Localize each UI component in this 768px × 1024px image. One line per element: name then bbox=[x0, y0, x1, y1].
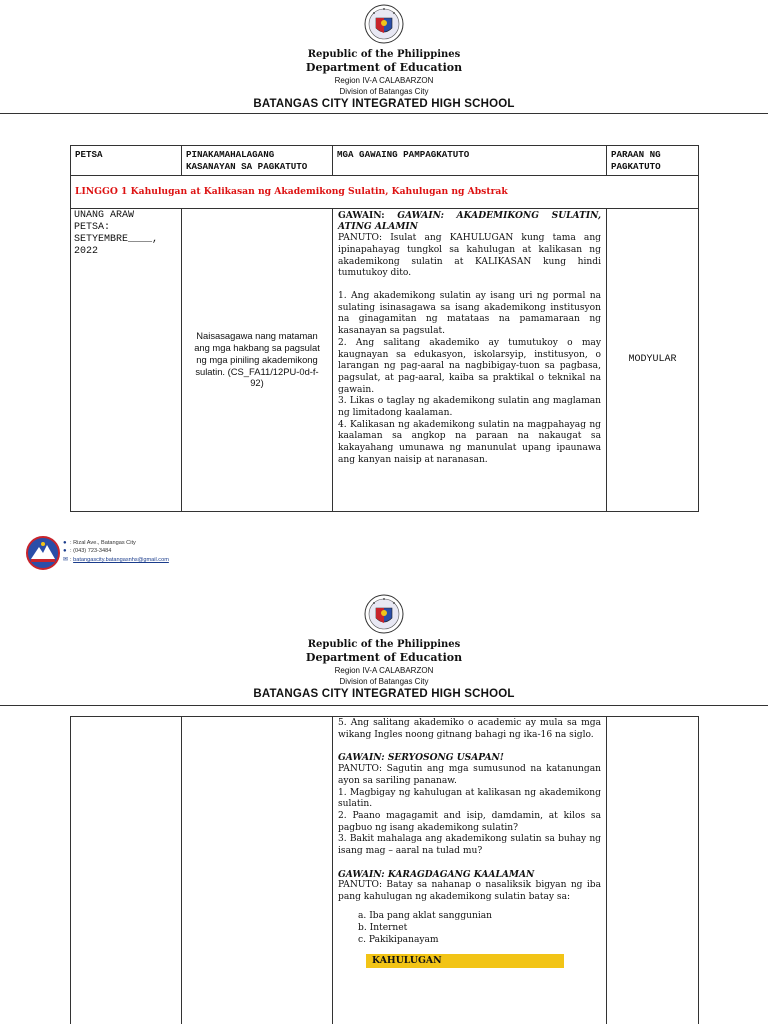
school-name: BATANGAS CITY INTEGRATED HIGH SCHOOL bbox=[253, 688, 515, 700]
week-title: LINGGO 1 Kahulugan at Kalikasan ng Akademikong Sulatin, Kahulugan ng Abstrak bbox=[71, 176, 699, 209]
table-row bbox=[71, 208, 699, 511]
lesson-table-page2 bbox=[70, 716, 699, 1024]
school-name: BATANGAS CITY INTEGRATED HIGH SCHOOL bbox=[253, 98, 515, 110]
sources-list bbox=[338, 910, 601, 946]
col-header-gawain: MGA GAWAING PAMPAGKATUTO bbox=[333, 146, 607, 176]
list-item: 5. Ang salitang akademiko o academic ay mula sa mga wikang Ingles noong gitnang bahagi ng ika-16 na siglo. bbox=[338, 718, 601, 740]
region-label: Region IV-A CALABARZON bbox=[334, 666, 434, 675]
table-header-row bbox=[71, 146, 699, 176]
department-label: Department of Education bbox=[305, 61, 463, 74]
kahulugan-box: KAHULUGAN bbox=[366, 954, 564, 968]
deped-seal-icon bbox=[364, 4, 404, 44]
list-item: b. Internet bbox=[358, 922, 408, 933]
email-icon: ✉ bbox=[63, 556, 69, 563]
col-header-kasanayan: PINAKAMAHALAGANG KASANAYAN SA PAGKATUTO bbox=[182, 146, 333, 176]
list-item: 1. Magbigay ng kahulugan at kalikasan ng akademikong sulatin. bbox=[338, 787, 601, 810]
activity2-title: GAWAIN: SERYOSONG USAPAN! bbox=[338, 752, 504, 764]
list-item: 3. Likas o taglay ng akademikong sulatin ang maglaman ng limitadong kaalaman. bbox=[338, 396, 601, 419]
activity3-instructions: PANUTO: Batay sa nahanap o nasaliksik bigyan ng iba pang kahulugan ng akademikong sulatin batay sa: bbox=[338, 880, 601, 903]
department-label: Department of Education bbox=[305, 651, 463, 664]
date-year: 2022 bbox=[74, 245, 99, 257]
activity3-title: GAWAIN: KARAGDAGANG KAALAMAN bbox=[338, 868, 535, 880]
header-divider bbox=[0, 113, 768, 114]
skill-cell bbox=[182, 717, 333, 1024]
division-label: Division of Batangas City bbox=[339, 677, 429, 686]
header-divider bbox=[0, 705, 768, 706]
mode-cell bbox=[607, 717, 699, 1024]
school-logo-icon bbox=[25, 535, 61, 571]
location-pin-icon: ● bbox=[63, 540, 67, 546]
day-cell bbox=[71, 717, 182, 1024]
list-item: 3. Bakit mahalaga ang akademikong sulatin sa buhay ng isang mag – aaral na tulad mu? bbox=[338, 834, 601, 857]
activity1-instructions: PANUTO: Isulat ang KAHULUGAN kung tama ang ipinapahayag tungkol sa kahulugan at kalikasan ng akademikong sulatin at KALIKASAN kung hindi tumutukoy dito. bbox=[338, 233, 601, 279]
table-row bbox=[71, 717, 699, 1024]
division-label: Division of Batangas City bbox=[339, 87, 429, 96]
phone-icon: ● bbox=[63, 548, 67, 555]
activity1-title: GAWAIN: AKADEMIKONG SULATIN, ATING ALAMIN bbox=[338, 209, 601, 233]
republic-label: Republic of the Philippines bbox=[307, 639, 461, 650]
list-item: 2. Ang salitang akademiko ay tumutukoy o may kaugnayan sa edukasyon, iskolarsyip, institusyon, o larangan ng pag-aaral na nagbibigay-tuon sa pagbasa, pagsulat, at pag-aaral, kaiba sa praktikal o teknikal na gawain. bbox=[338, 337, 601, 395]
date-month: SETYEMBRE____, bbox=[74, 233, 159, 245]
lesson-table-page1 bbox=[70, 145, 699, 512]
week-row bbox=[71, 176, 699, 209]
day-label: UNANG ARAW bbox=[74, 209, 135, 221]
republic-label: Republic of the Philippines bbox=[307, 49, 461, 60]
date-label: PETSA: bbox=[74, 221, 111, 233]
activity-cell bbox=[333, 717, 607, 1024]
activity-cell bbox=[333, 208, 607, 511]
list-item: 4. Kalikasan ng akademikong sulatin na magpahayag ng kaalaman sa angkop na paraan na nakaugat sa kakayahang umunawa ng manunulat upang ipaunawa ang kanyan naisip at naranasan. bbox=[338, 419, 601, 465]
footer-contacts bbox=[63, 539, 169, 564]
col-header-petsa: PETSA bbox=[71, 146, 182, 176]
skill-cell: Naisasagawa nang mataman ang mga hakbang sa pagsulat ng mga piniling akademikong sulatin. (CS_FA11/12PU-0d-f-92) bbox=[182, 208, 333, 511]
col-header-paraan: PARAAN NG PAGKATUTO bbox=[607, 146, 699, 176]
list-item: a. Iba pang aklat sanggunian bbox=[358, 910, 493, 921]
footer-phone: : (043) 723-3484 bbox=[70, 548, 112, 555]
deped-seal-icon bbox=[364, 594, 404, 634]
footer-email-link[interactable]: batangascity.batangasnhs@gmail.com bbox=[73, 556, 169, 563]
page1-header bbox=[0, 4, 768, 112]
list-item: c. Pakikipanayam bbox=[358, 934, 439, 945]
list-item: 2. Paano magagamit and isip, damdamin, at kilos sa pagbuo ng isang akademikong sulatin? bbox=[338, 810, 601, 833]
day-cell bbox=[71, 208, 182, 511]
region-label: Region IV-A CALABARZON bbox=[334, 76, 434, 85]
activity1-label: GAWAIN: bbox=[338, 209, 385, 221]
footer-email-prefix: : bbox=[70, 556, 74, 563]
mode-cell: MODYULAR bbox=[607, 208, 699, 511]
list-item: 1. Ang akademikong sulatin ay isang uri ng pormal na sulating isinasagawa sa isang akademikong institusyon na ginagamitan ng matataas na pamamaraan ng kasanayan sa pagsulat. bbox=[338, 291, 601, 337]
page2-header bbox=[0, 594, 768, 702]
activity2-instructions: PANUTO: Sagutin ang mga sumusunod na katanungan ayon sa sariling pananaw. bbox=[338, 764, 601, 786]
page-footer bbox=[25, 535, 245, 575]
footer-address: : Rizal Ave., Batangas City bbox=[70, 540, 136, 546]
